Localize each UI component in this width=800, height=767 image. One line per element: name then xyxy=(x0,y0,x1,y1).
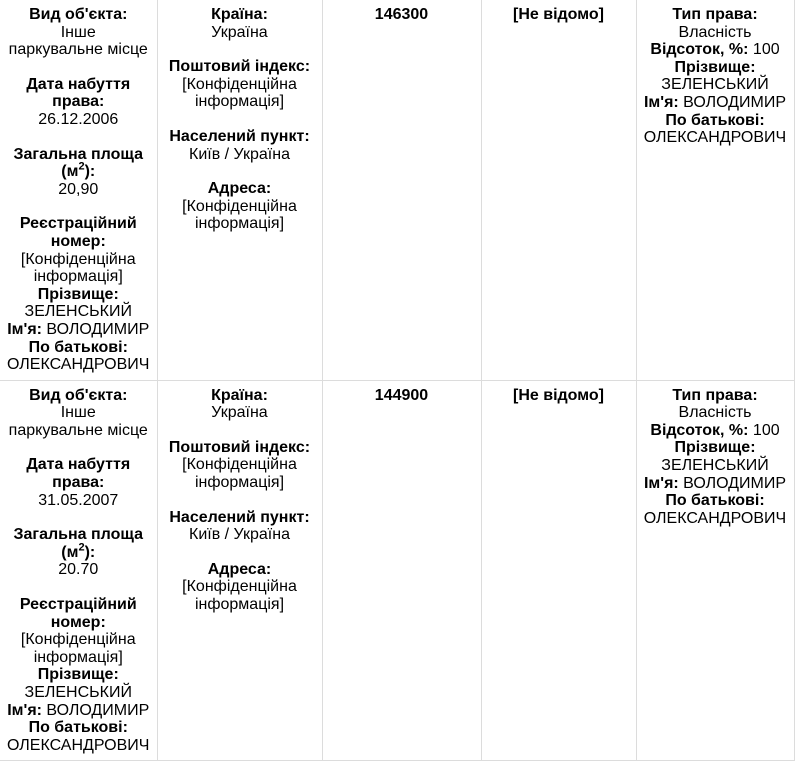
cell-last-valuation: [Не відомо] xyxy=(481,380,636,761)
cell-last-valuation: [Не відомо] xyxy=(481,0,636,380)
cell-valuation: 144900 xyxy=(322,380,481,761)
cell-object-type: Вид об'єкта: Інше паркувальне місце Дата набуття права: 26.12.2006 Загальна площа $(м^2)$: 20,90 Реєстраційний номер: [Конфіденційна інформація] Прізвище: ЗЕЛЕНСЬКИЙ Ім'я: ВОЛОДИМИР По батькові: ОЛЕКСАНДРОВИЧ xyxy=(0,0,157,380)
cell-ownership-rights: Тип права: Власність Відсоток, %: 100 Прізвище: ЗЕЛЕНСЬКИЙ Ім'я: ВОЛОДИМИР По батькові: ОЛЕКСАНДРОВИЧ xyxy=(636,380,794,761)
cell-location: Країна: Україна Поштовий індекс: [Конфіденційна інформація] Населений пункт: Київ / Україна Адреса: [Конфіденційна інформація] xyxy=(157,380,322,761)
cell-object-type: Вид об'єкта: Інше паркувальне місце Дата набуття права: 31.05.2007 Загальна площа $(м^2)$: 20.70 Реєстраційний номер: [Конфіденційна інформація] Прізвище: ЗЕЛЕНСЬКИЙ Ім'я: ВОЛОДИМИР По батькові: ОЛЕКСАНДРОВИЧ xyxy=(0,380,157,761)
table-row xyxy=(0,0,794,380)
cell-location: Країна: Україна Поштовий індекс: [Конфіденційна інформація] Населений пункт: Київ / Україна Адреса: [Конфіденційна інформація] xyxy=(157,0,322,380)
cell-valuation: 146300 xyxy=(322,0,481,380)
cell-ownership-rights: Тип права: Власність Відсоток, %: 100 Прізвище: ЗЕЛЕНСЬКИЙ Ім'я: ВОЛОДИМИР По батькові: ОЛЕКСАНДРОВИЧ xyxy=(636,0,794,380)
table-row xyxy=(0,380,794,761)
